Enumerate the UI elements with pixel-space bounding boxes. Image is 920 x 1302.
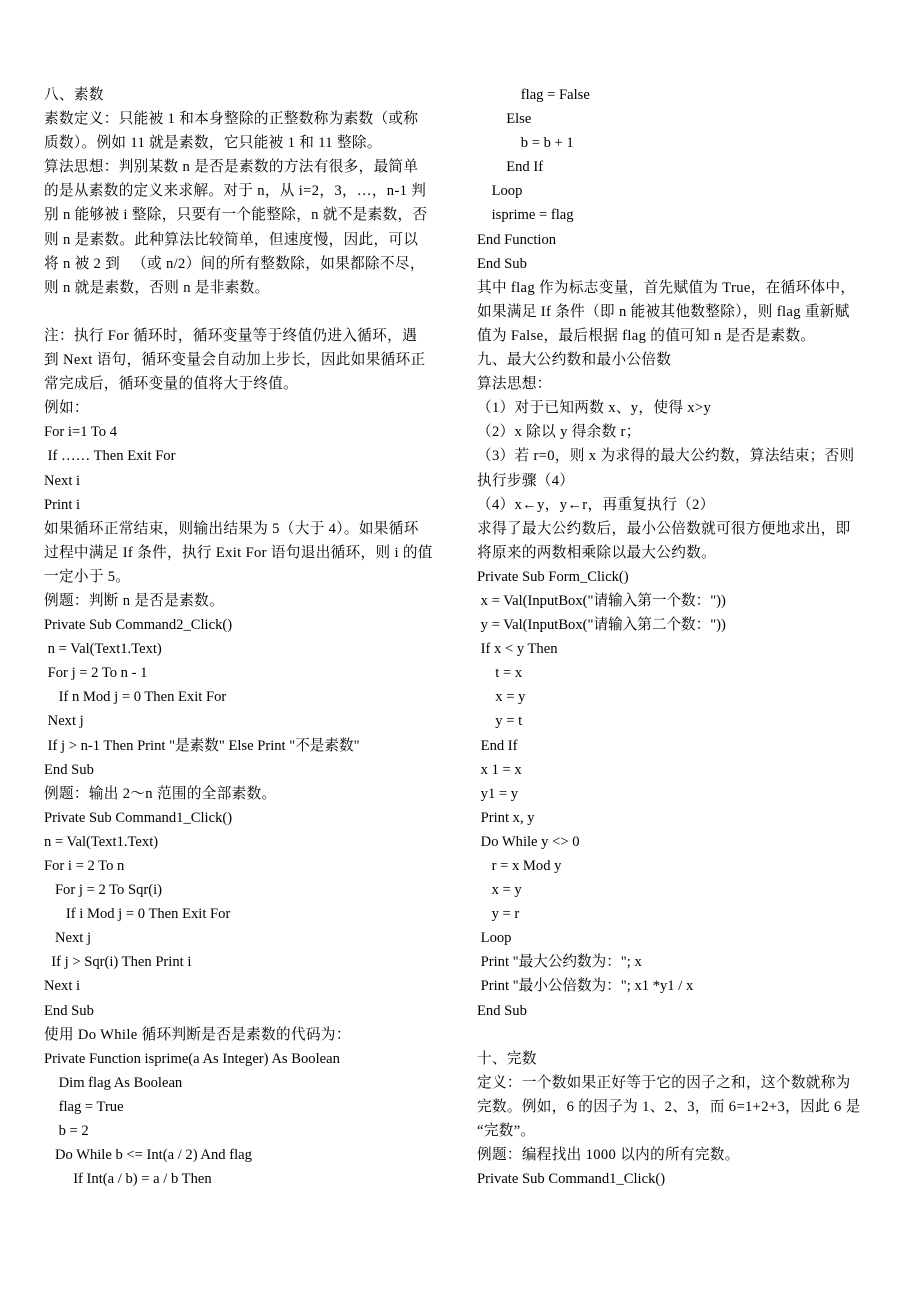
- code-line: b = b + 1: [477, 135, 574, 152]
- text-line: 将原来的两数相乘除以最大公约数。: [477, 544, 717, 561]
- code-line: End Sub: [44, 761, 94, 778]
- text-line: 其中 flag 作为标志变量，首先赋值为 True，在循环体中，: [477, 279, 856, 296]
- code-line: flag = True: [44, 1098, 124, 1115]
- code-line: Dim flag As Boolean: [44, 1074, 183, 1091]
- code-line: y1 = y: [477, 785, 519, 802]
- text-line: 别 n 能够被 i 整除，只要有一个能整除，n 就不是素数，否: [44, 207, 428, 224]
- text-line: （1）对于已知两数 x、y，使得 x>y: [477, 400, 712, 417]
- text-line: 质数）。例如 11 就是素数，它只能被 1 和 11 整除。: [44, 135, 382, 152]
- code-line: Print i: [44, 496, 81, 513]
- code-line: Loop: [477, 183, 523, 200]
- text-line: 八、素数: [44, 87, 104, 103]
- text-line: 则 n 是素数。此种算法比较简单，但速度慢，因此，可以: [44, 231, 419, 248]
- text-line: （2）x 除以 y 得余数 r；: [477, 424, 641, 441]
- text-line: 执行步骤（4）: [477, 472, 575, 489]
- code-line: If x < y Then: [477, 641, 558, 658]
- code-line: r = x Mod y: [477, 858, 562, 874]
- text-line: 例题：判断 n 是否是素数。: [44, 592, 225, 609]
- code-line: x = Val(InputBox("请输入第一个数：")): [477, 592, 726, 609]
- code-line: x = y: [477, 882, 522, 899]
- blank-line: [44, 300, 446, 324]
- code-line: t = x: [477, 665, 523, 682]
- code-line: Print "最小公倍数为："; x1 *y1 / x: [477, 978, 694, 995]
- code-line: Private Sub Form_Click(): [477, 568, 629, 585]
- code-line: Print x, y: [477, 809, 535, 826]
- text-line: 过程中满足 If 条件，执行 Exit For 语句退出循环，则 i 的值: [44, 544, 433, 561]
- text-line: “完数”。: [477, 1123, 536, 1140]
- left-column: [44, 83, 446, 1191]
- code-line: If Int(a / b) = a / b Then: [44, 1171, 212, 1188]
- text-line: 例如：: [44, 400, 89, 417]
- code-line: b = 2: [44, 1123, 89, 1140]
- text-line: 如果满足 If 条件（即 n 能被其他数整除），则 flag 重新赋: [477, 303, 850, 320]
- code-line: n = Val(Text1.Text): [44, 641, 162, 658]
- code-line: Next i: [44, 978, 81, 995]
- blank-line: [477, 1023, 877, 1047]
- text-line: （4）x←y，y←r，再重复执行（2）: [477, 496, 715, 513]
- text-line: （3）若 r=0，则 x 为求得的最大公约数，算法结束；否则: [477, 448, 855, 465]
- code-line: If …… Then Exit For: [44, 448, 176, 465]
- code-line: End Sub: [477, 255, 527, 272]
- text-line: 的是从素数的定义来求解。对于 n，从 i=2，3，…，n-1 判: [44, 183, 427, 200]
- text-line: 常完成后，循环变量的值将大于终值。: [44, 376, 299, 393]
- code-line: For j = 2 To n - 1: [44, 665, 148, 682]
- text-line: 使用 Do While 循环判断是否是素数的代码为：: [44, 1026, 351, 1043]
- code-line: End Sub: [44, 1002, 94, 1019]
- text-line: 算法思想：: [477, 376, 552, 393]
- code-line: End Sub: [477, 1002, 527, 1019]
- code-line: End If: [477, 159, 544, 176]
- text-line: 例题：编程找出 1000 以内的所有完数。: [477, 1147, 740, 1164]
- code-line: For i=1 To 4: [44, 424, 118, 441]
- text-line: 定义：一个数如果正好等于它的因子之和，这个数就称为: [477, 1074, 851, 1091]
- text-line: 如果循环正常结束，则输出结果为 5（大于 4）。如果循环: [44, 520, 419, 537]
- code-line: Next i: [44, 472, 81, 489]
- code-line: y = t: [477, 713, 523, 730]
- code-line: Loop: [477, 930, 512, 947]
- code-line: Else: [477, 111, 532, 128]
- code-line: For j = 2 To Sqr(i): [44, 882, 163, 899]
- code-line: Private Sub Command1_Click(): [44, 809, 233, 826]
- code-line: isprime = flag: [477, 207, 574, 224]
- code-line: End Function: [477, 231, 557, 248]
- code-line: Do While y <> 0: [477, 833, 580, 850]
- code-line: End If: [477, 737, 518, 754]
- code-line: Private Function isprime(a As Integer) As Boolean: [44, 1050, 340, 1067]
- code-line: x 1 = x: [477, 761, 522, 778]
- code-line: If j > n-1 Then Print "是素数" Else Print "不是素数": [44, 737, 360, 754]
- text-line: 注：执行 For 循环时，循环变量等于终值仍进入循环，遇: [44, 327, 418, 344]
- text-line: 十、完数: [477, 1050, 537, 1067]
- code-line: Do While b <= Int(a / 2) And flag: [44, 1147, 252, 1164]
- code-line: x = y: [477, 689, 526, 706]
- text-line: 一定小于 5。: [44, 568, 131, 585]
- text-line: 到 Next 语句，循环变量会自动加上步长，因此如果循环正: [44, 352, 426, 369]
- text-line: 例题：输出 2～n 范围的全部素数。: [44, 785, 277, 802]
- text-line: 则 n 就是素数，否则 n 是非素数。: [44, 279, 270, 296]
- text-line: 将 n 被 2 到 （或 n/2）间的所有整数除，如果都除不尽，: [44, 255, 425, 272]
- right-column: [477, 83, 877, 1191]
- code-line: For i = 2 To n: [44, 858, 125, 874]
- code-line: If j > Sqr(i) Then Print i: [44, 954, 192, 971]
- text-line: 算法思想：判别某数 n 是否是素数的方法有很多，最简单: [44, 159, 419, 176]
- code-line: y = r: [477, 906, 520, 923]
- text-line: 完数。例如，6 的因子为 1、2、3，而 6=1+2+3，因此 6 是: [477, 1098, 861, 1115]
- code-line: Next j: [44, 930, 92, 947]
- text-line: 求得了最大公约数后，最小公倍数就可很方便地求出，即: [477, 520, 851, 537]
- code-line: y = Val(InputBox("请输入第二个数：")): [477, 617, 726, 634]
- code-line: flag = False: [477, 87, 590, 103]
- text-line: 值为 False，最后根据 flag 的值可知 n 是否是素数。: [477, 327, 816, 344]
- text-line: 九、最大公约数和最小公倍数: [477, 352, 672, 369]
- text-line: 素数定义：只能被 1 和本身整除的正整数称为素数（或称: [44, 111, 419, 128]
- code-line: Private Sub Command2_Click(): [44, 617, 233, 634]
- code-line: If i Mod j = 0 Then Exit For: [44, 906, 231, 923]
- code-line: Print "最大公约数为："; x: [477, 954, 642, 971]
- code-line: If n Mod j = 0 Then Exit For: [44, 689, 227, 706]
- code-line: Private Sub Command1_Click(): [477, 1171, 666, 1188]
- code-line: n = Val(Text1.Text): [44, 833, 159, 850]
- code-line: Next j: [44, 713, 84, 730]
